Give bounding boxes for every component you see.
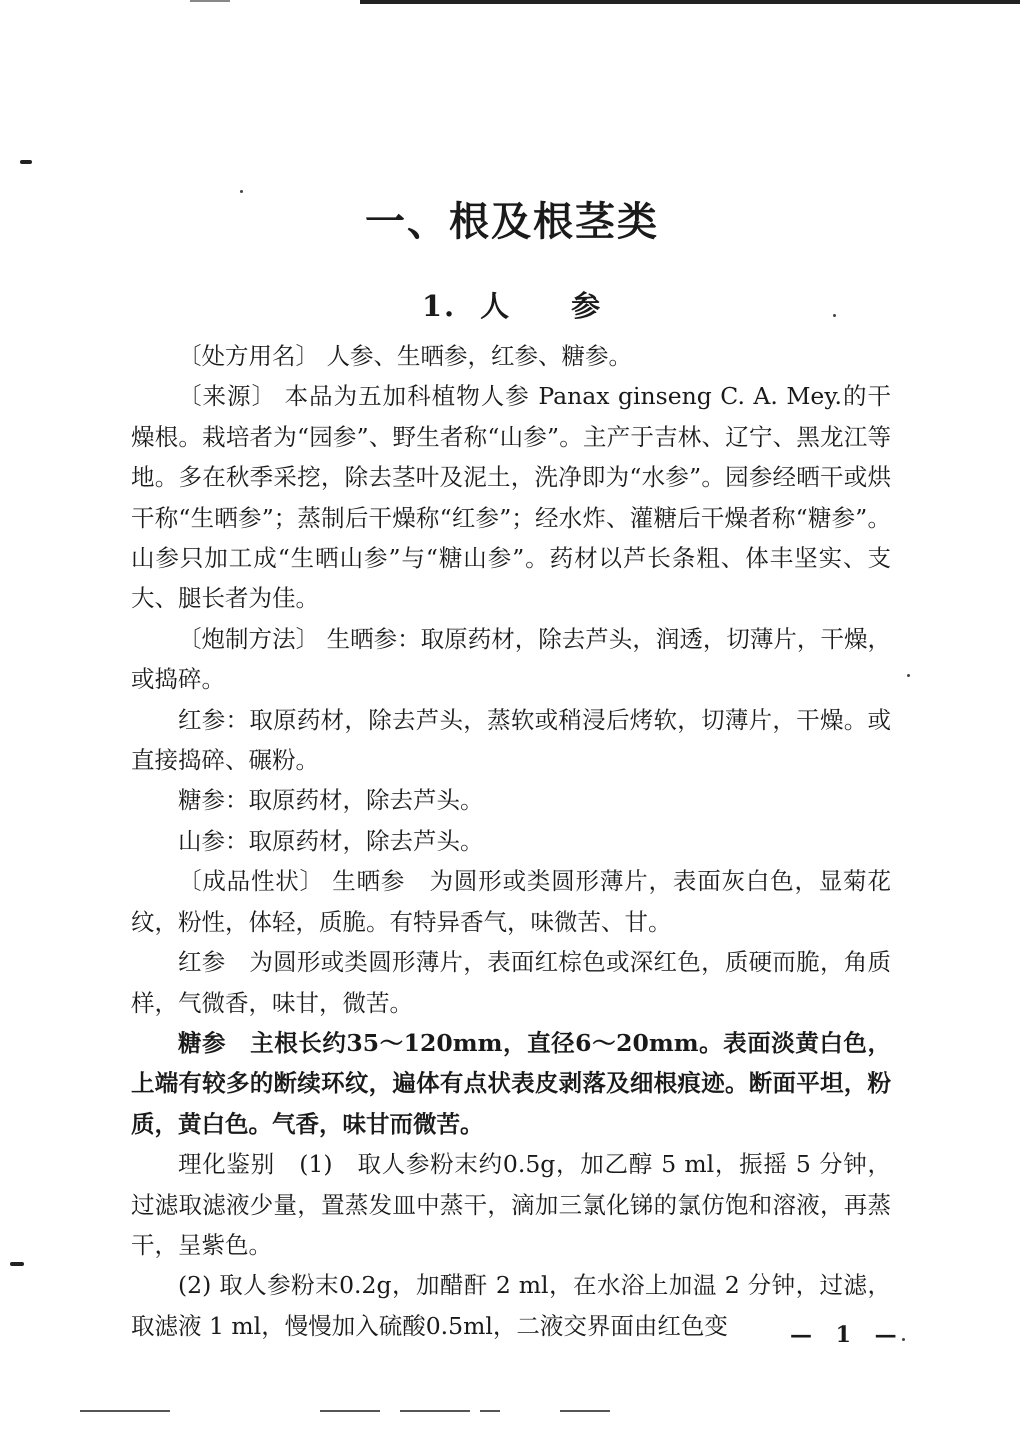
scan-top-rule-fragment bbox=[190, 0, 230, 2]
page-number: — 1 — bbox=[790, 1322, 905, 1348]
section-name-part1: 人 bbox=[480, 289, 512, 323]
paragraph-chemical-identification-2: (2) 取人参粉末0.2g，加醋酐 2 ml，在水浴上加温 2 分钟，过滤，取滤液 1 ml，慢慢加入硫酸0.5ml，二液交界面由红色变 bbox=[131, 1271, 891, 1340]
scan-margin-mark bbox=[20, 160, 32, 164]
paragraph-product-characteristics: 〔成品性状〕 生晒参 为圆形或类圆形薄片，表面灰白色，显菊花纹，粉性，体轻，质脆。有特异香气，味微苦、甘。 bbox=[131, 867, 891, 936]
scan-speck bbox=[907, 674, 910, 677]
paragraph-sugar-ginseng-processing: 糖参：取原药材，除去芦头。 bbox=[178, 786, 484, 815]
section-number: 1. bbox=[421, 289, 457, 323]
scan-bottom-dash bbox=[320, 1410, 380, 1412]
scan-margin-mark bbox=[10, 1262, 24, 1266]
paragraph-wild-ginseng-processing: 山参：取原药材，除去芦头。 bbox=[178, 826, 484, 855]
body-text bbox=[131, 336, 891, 1346]
scan-top-rule bbox=[360, 0, 1020, 4]
paragraph-source: 〔来源〕 本品为五加科植物人参 Panax ginseng C. A. Mey.的干燥根。栽培者为“园参”、野生者称“山参”。主产于吉林、辽宁、黑龙江等地。多在秋季采挖，除去茎叶及泥土，洗净即为“水参”。园参经晒干或烘干称“生晒参”；蒸制后干燥称“红参”；经水炸、灌糖后干燥者称“糖参”。山参只加工成“生晒山参”与“糖山参”。药材以芦长条粗、体丰坚实、支大、腿长者为佳。 bbox=[131, 382, 891, 613]
section-title bbox=[0, 284, 1024, 325]
paragraph-chemical-identification-1: 理化鉴别 (1) 取人参粉末约0.5g，加乙醇 5 ml，振摇 5 分钟，过滤取滤液少量，置蒸发皿中蒸干，滴加三氯化锑的氯仿饱和溶液，再蒸干，呈紫色。 bbox=[131, 1150, 891, 1259]
scan-bottom-dash bbox=[480, 1410, 500, 1412]
paragraph-red-ginseng-processing: 红参：取原药材，除去芦头，蒸软或稍浸后烤软，切薄片，干燥。或直接捣碎、碾粉。 bbox=[131, 705, 891, 775]
scan-bottom-dash bbox=[560, 1410, 610, 1412]
paragraph-prescription-names: 〔处方用名〕 人参、生晒参，红参、糖参。 bbox=[178, 342, 632, 370]
paragraph-red-ginseng-characteristics: 红参 为圆形或类圆形薄片，表面红棕色或深红色，质硬而脆，角质样，气微香，味甘，微苦。 bbox=[131, 948, 891, 1017]
paragraph-processing-method: 〔炮制方法〕 生晒参：取原药材，除去芦头，润透，切薄片，干燥，或捣碎。 bbox=[131, 624, 891, 694]
section-name-part2: 参 bbox=[571, 289, 603, 323]
scan-bottom-dash bbox=[400, 1410, 470, 1412]
chapter-title: 一、根及根茎类 bbox=[365, 198, 659, 245]
scan-bottom-dash bbox=[80, 1410, 170, 1412]
paragraph-sugar-ginseng-characteristics: 糖参 主根长约35～120mm，直径6～20mm。表面淡黄白色，上端有较多的断续环纹，遍体有点状表皮剥落及细根痕迹。断面平坦，粉质，黄白色。气香，味甘而微苦。 bbox=[131, 1028, 891, 1138]
